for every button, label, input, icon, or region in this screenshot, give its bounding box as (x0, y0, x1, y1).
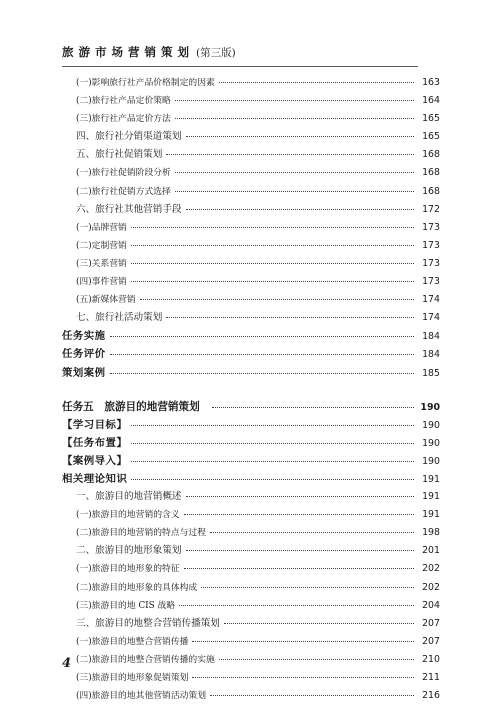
toc-dot-leader (192, 676, 414, 678)
toc-entry-label: (四)旅游目的地其他营销活动策划 (76, 691, 207, 702)
toc-entry-page: 210 (422, 653, 440, 665)
toc-entry-label: 相关理论知识 (62, 472, 128, 485)
toc-entry[interactable] (62, 560, 440, 578)
toc-entry-page: 207 (422, 635, 440, 647)
toc-entry-label: 任务实施 (62, 330, 106, 343)
toc-entry[interactable] (62, 183, 440, 201)
toc-entry-label: 任务五 旅游目的地营销策划 (62, 400, 200, 413)
toc-entry-label: (一)旅游目的地形象的特征 (76, 564, 180, 575)
toc-dot-leader (179, 604, 414, 606)
toc-entry[interactable] (62, 579, 440, 597)
toc-entry-page: 216 (422, 690, 440, 702)
toc-task-heading[interactable] (62, 398, 440, 416)
toc-entry-label: 一、旅游目的地营销概述 (76, 491, 182, 503)
toc-dot-leader (175, 117, 414, 119)
toc-entry-page: 168 (422, 185, 440, 197)
toc-entry[interactable] (62, 687, 440, 705)
toc-dot-leader (186, 135, 414, 137)
toc-dot-leader (131, 442, 414, 444)
toc-entry[interactable] (62, 524, 440, 542)
toc-dot-leader (212, 406, 414, 408)
toc-entry-page: 198 (422, 527, 440, 539)
toc-entry[interactable] (62, 237, 440, 255)
toc-entry[interactable] (62, 434, 440, 452)
header-rule (62, 66, 418, 67)
toc-entry-page: 173 (422, 257, 440, 269)
toc-dot-leader (175, 190, 414, 192)
toc-entry-label: (一)旅游目的地整合营销传播 (76, 636, 189, 647)
toc-entry-page: 201 (422, 545, 440, 557)
toc-section-task-five (62, 416, 440, 705)
toc-dot-leader (184, 567, 414, 569)
toc-entry-label: 【学习目标】 (62, 418, 128, 431)
toc-dot-leader (186, 495, 414, 497)
toc-entry-page: 191 (422, 509, 440, 521)
toc-entry-page: 164 (422, 95, 440, 107)
toc-dot-leader (110, 353, 414, 355)
toc-dot-leader (224, 622, 414, 624)
toc-entry-label: 六、旅行社其他营销手段 (76, 203, 182, 215)
toc-entry[interactable] (62, 506, 440, 524)
toc-dot-leader (131, 244, 414, 246)
toc-entry[interactable] (62, 615, 440, 633)
toc-entry-label: (一)品牌营销 (76, 222, 127, 233)
toc-entry[interactable] (62, 327, 440, 345)
toc-entry[interactable] (62, 542, 440, 560)
toc-entry[interactable] (62, 669, 440, 687)
toc-entry[interactable] (62, 309, 440, 327)
toc-dot-leader (131, 226, 414, 228)
toc-dot-leader (131, 262, 414, 264)
toc-dot-leader (166, 153, 414, 155)
toc-entry-page: 191 (422, 491, 440, 503)
toc-entry-page: 174 (422, 294, 440, 306)
toc-entry-page: 190 (420, 401, 440, 413)
toc-entry-label: (二)旅游目的地整合营销传播的实施 (76, 654, 215, 665)
toc-entry-page: 172 (422, 203, 440, 215)
toc-entry-page: 190 (422, 419, 440, 431)
toc-entry-page: 165 (422, 113, 440, 125)
toc-dot-leader (175, 99, 414, 101)
toc-dot-leader (201, 586, 414, 588)
toc-entry-label: 【案例导入】 (62, 454, 128, 467)
book-title: 旅游市场营销策划 (62, 45, 194, 59)
toc-entry-label: (一)旅行社促销阶段分析 (76, 168, 171, 179)
toc-entry-label: 任务评价 (62, 348, 106, 361)
toc-entry-page: 173 (422, 221, 440, 233)
toc-entry-label: (三)关系营销 (76, 258, 127, 269)
toc-entry-label: (五)新媒体营销 (76, 295, 136, 306)
toc-dot-leader (110, 335, 414, 337)
toc-dot-leader (131, 280, 414, 282)
toc-dot-leader (192, 640, 414, 642)
toc-entry-label: (二)旅游目的地形象的具体构成 (76, 582, 198, 593)
toc-entry-label: (二)旅行社产品定价策略 (76, 96, 171, 107)
toc-entry-label: (二)定制营销 (76, 240, 127, 251)
toc-entry[interactable] (62, 291, 440, 309)
toc-entry-page: 173 (422, 276, 440, 288)
toc-entry[interactable] (62, 345, 440, 363)
toc-entry-label: 七、旅行社活动策划 (76, 312, 163, 324)
toc-entry-label: (一)旅游目的地营销的含义 (76, 510, 180, 521)
toc-section-task-four (62, 74, 440, 382)
toc-entry-label: 五、旅行社促销策划 (76, 149, 163, 161)
toc-entry[interactable] (62, 488, 440, 506)
toc-entry-page: 184 (422, 349, 440, 361)
toc-entry[interactable] (62, 452, 440, 470)
table-of-contents (62, 74, 440, 705)
toc-entry-page: 191 (422, 473, 440, 485)
toc-dot-leader (140, 298, 414, 300)
toc-dot-leader (186, 208, 414, 210)
toc-entry-label: (三)旅行社产品定价方法 (76, 114, 171, 125)
toc-entry[interactable] (62, 146, 440, 164)
toc-entry-label: 三、旅游目的地整合营销传播策划 (76, 617, 220, 629)
toc-entry[interactable] (62, 255, 440, 273)
toc-entry[interactable] (62, 273, 440, 291)
toc-dot-leader (210, 531, 414, 533)
toc-dot-leader (186, 549, 414, 551)
toc-dot-leader (131, 424, 414, 426)
toc-dot-leader (184, 513, 414, 515)
running-header (62, 40, 322, 64)
toc-entry-page: 204 (422, 599, 440, 611)
toc-entry[interactable] (62, 651, 440, 669)
toc-dot-leader (219, 658, 414, 660)
toc-entry-page: 211 (422, 672, 440, 683)
toc-entry[interactable] (62, 92, 440, 110)
toc-entry[interactable] (62, 201, 440, 219)
toc-entry-page: 202 (422, 581, 440, 593)
toc-dot-leader (175, 171, 414, 173)
toc-entry[interactable] (62, 128, 440, 146)
toc-entry-label: (四)事件营销 (76, 277, 127, 288)
toc-entry-page: 185 (422, 367, 440, 379)
toc-entry-page: 163 (422, 77, 440, 88)
toc-dot-leader (131, 460, 414, 462)
toc-entry[interactable] (62, 74, 440, 92)
toc-entry-page: 168 (422, 167, 440, 179)
toc-entry-page: 165 (422, 131, 440, 143)
toc-entry-label: (二)旅行社促销方式选择 (76, 186, 171, 197)
toc-entry-label: 四、旅行社分销渠道策划 (76, 131, 182, 143)
toc-entry[interactable] (62, 597, 440, 615)
toc-entry[interactable] (62, 219, 440, 237)
toc-entry[interactable] (62, 633, 440, 651)
page-number: 4 (62, 656, 72, 671)
toc-entry-page: 190 (422, 455, 440, 467)
toc-entry-page: 190 (422, 437, 440, 449)
toc-entry-page: 168 (422, 149, 440, 161)
toc-entry-page: 202 (422, 563, 440, 575)
toc-entry[interactable] (62, 416, 440, 434)
toc-entry[interactable] (62, 364, 440, 382)
section-gap (62, 382, 440, 398)
toc-entry[interactable] (62, 110, 440, 128)
toc-entry-page: 174 (422, 312, 440, 324)
toc-entry-label: (二)旅游目的地营销的特点与过程 (76, 528, 207, 539)
toc-entry-label: (三)旅游目的地形象促销策划 (76, 673, 189, 683)
toc-entry-page: 173 (422, 239, 440, 251)
toc-entry-label: 【任务布置】 (62, 436, 128, 449)
toc-entry-page: 184 (422, 331, 440, 343)
toc-dot-leader (166, 316, 414, 318)
book-edition: (第三版) (196, 46, 236, 59)
toc-entry-label: (三)旅游目的地 CIS 战略 (76, 600, 176, 611)
toc-dot-leader (131, 478, 414, 480)
toc-entry[interactable] (62, 470, 440, 488)
toc-entry-label: (一)影响旅行社产品价格制定的因素 (76, 78, 215, 88)
toc-entry[interactable] (62, 164, 440, 182)
toc-dot-leader (110, 372, 414, 374)
toc-dot-leader (219, 81, 414, 83)
toc-entry-label: 策划案例 (62, 366, 106, 379)
toc-entry-page: 207 (422, 617, 440, 629)
toc-entry-label: 二、旅游目的地形象策划 (76, 545, 182, 557)
